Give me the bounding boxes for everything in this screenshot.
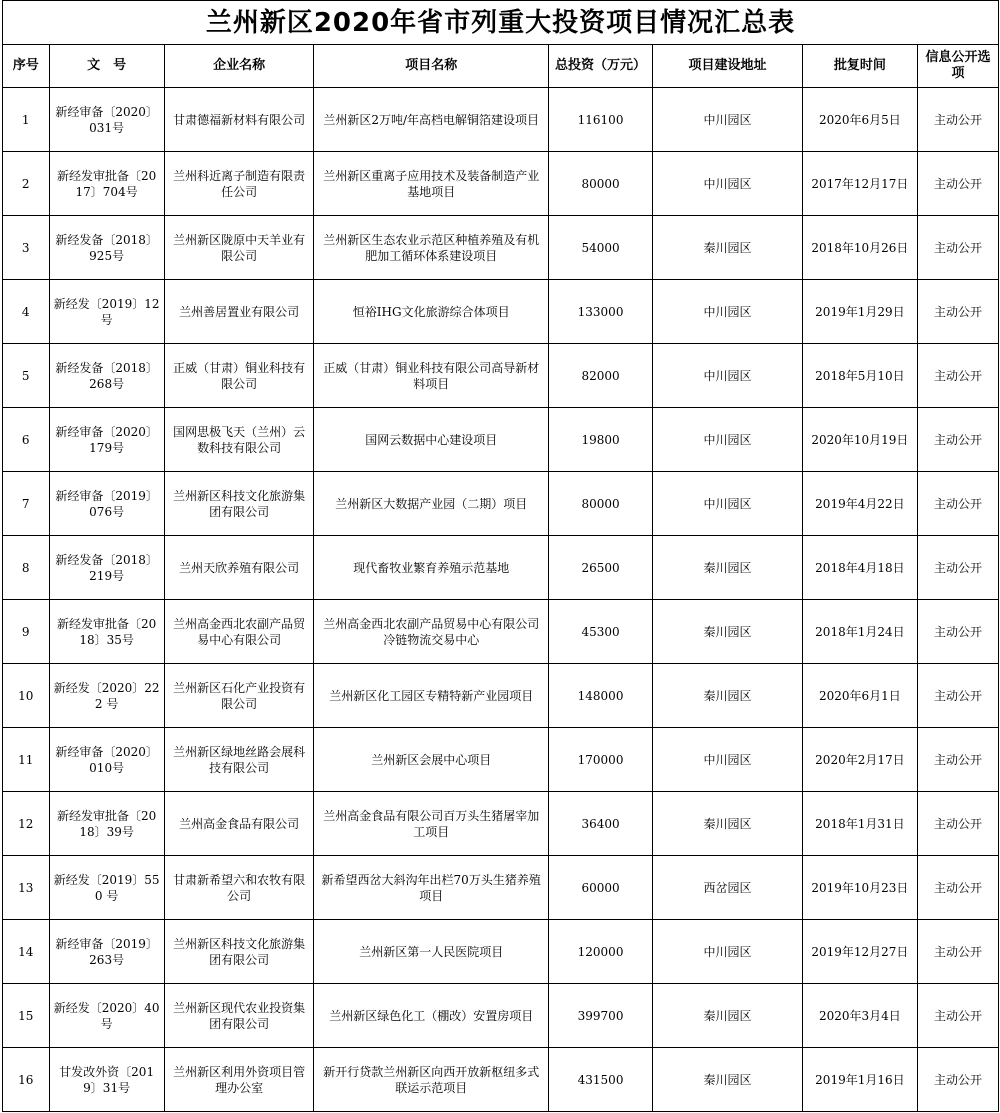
cell-disclosure: 主动公开 bbox=[918, 920, 999, 984]
cell-doc-no: 新经发〔2019〕12号 bbox=[49, 280, 164, 344]
cell-location: 中川园区 bbox=[653, 408, 803, 472]
cell-company: 兰州新区陇原中天羊业有限公司 bbox=[164, 216, 314, 280]
cell-project: 正威（甘肃）铜业科技有限公司高导新材料项目 bbox=[314, 344, 549, 408]
cell-company: 兰州高金食品有限公司 bbox=[164, 792, 314, 856]
cell-company: 正威（甘肃）铜业科技有限公司 bbox=[164, 344, 314, 408]
table-row bbox=[3, 152, 999, 216]
cell-disclosure: 主动公开 bbox=[918, 280, 999, 344]
cell-doc-no: 新经审备〔2019〕263号 bbox=[49, 920, 164, 984]
cell-project: 现代畜牧业繁育养殖示范基地 bbox=[314, 536, 549, 600]
cell-approval-date: 2020年6月5日 bbox=[802, 88, 917, 152]
cell-disclosure: 主动公开 bbox=[918, 536, 999, 600]
cell-doc-no: 新经发〔2020〕40号 bbox=[49, 984, 164, 1048]
cell-seq: 15 bbox=[3, 984, 50, 1048]
table-row bbox=[3, 856, 999, 920]
cell-approval-date: 2018年4月18日 bbox=[802, 536, 917, 600]
cell-project: 兰州新区大数据产业园（二期）项目 bbox=[314, 472, 549, 536]
cell-location: 中川园区 bbox=[653, 88, 803, 152]
cell-seq: 11 bbox=[3, 728, 50, 792]
cell-disclosure: 主动公开 bbox=[918, 216, 999, 280]
cell-disclosure: 主动公开 bbox=[918, 792, 999, 856]
cell-location: 秦川园区 bbox=[653, 216, 803, 280]
cell-disclosure: 主动公开 bbox=[918, 344, 999, 408]
header-row bbox=[3, 45, 999, 88]
cell-company: 兰州高金西北农副产品贸易中心有限公司 bbox=[164, 600, 314, 664]
cell-location: 秦川园区 bbox=[653, 536, 803, 600]
cell-investment: 80000 bbox=[548, 472, 652, 536]
cell-approval-date: 2019年1月16日 bbox=[802, 1048, 917, 1112]
cell-project: 新希望西岔大斜沟年出栏70万头生猪养殖项目 bbox=[314, 856, 549, 920]
cell-seq: 3 bbox=[3, 216, 50, 280]
header-seq: 序号 bbox=[3, 45, 50, 88]
table-row bbox=[3, 408, 999, 472]
cell-seq: 1 bbox=[3, 88, 50, 152]
cell-disclosure: 主动公开 bbox=[918, 600, 999, 664]
cell-seq: 10 bbox=[3, 664, 50, 728]
header-doc-no: 文 号 bbox=[49, 45, 164, 88]
header-disclosure: 信息公开选项 bbox=[918, 45, 999, 88]
cell-project: 新开行贷款兰州新区向西开放新枢纽多式联运示范项目 bbox=[314, 1048, 549, 1112]
table-row bbox=[3, 344, 999, 408]
table-row bbox=[3, 88, 999, 152]
cell-disclosure: 主动公开 bbox=[918, 856, 999, 920]
cell-approval-date: 2019年10月23日 bbox=[802, 856, 917, 920]
cell-location: 中川园区 bbox=[653, 728, 803, 792]
cell-location: 中川园区 bbox=[653, 344, 803, 408]
cell-seq: 7 bbox=[3, 472, 50, 536]
cell-company: 兰州新区现代农业投资集团有限公司 bbox=[164, 984, 314, 1048]
header-project: 项目名称 bbox=[314, 45, 549, 88]
header-location: 项目建设地址 bbox=[653, 45, 803, 88]
cell-disclosure: 主动公开 bbox=[918, 728, 999, 792]
cell-approval-date: 2018年1月31日 bbox=[802, 792, 917, 856]
table-row bbox=[3, 664, 999, 728]
cell-disclosure: 主动公开 bbox=[918, 984, 999, 1048]
cell-seq: 13 bbox=[3, 856, 50, 920]
cell-company: 兰州新区利用外资项目管理办公室 bbox=[164, 1048, 314, 1112]
cell-approval-date: 2020年6月1日 bbox=[802, 664, 917, 728]
cell-company: 兰州善居置业有限公司 bbox=[164, 280, 314, 344]
cell-project: 兰州新区第一人民医院项目 bbox=[314, 920, 549, 984]
cell-seq: 6 bbox=[3, 408, 50, 472]
table-body bbox=[3, 88, 999, 1112]
table-row bbox=[3, 280, 999, 344]
cell-seq: 8 bbox=[3, 536, 50, 600]
cell-approval-date: 2017年12月17日 bbox=[802, 152, 917, 216]
cell-project: 国网云数据中心建设项目 bbox=[314, 408, 549, 472]
cell-seq: 5 bbox=[3, 344, 50, 408]
cell-company: 兰州新区科技文化旅游集团有限公司 bbox=[164, 472, 314, 536]
cell-location: 中川园区 bbox=[653, 280, 803, 344]
table-row bbox=[3, 216, 999, 280]
cell-doc-no: 新经发备〔2018〕268号 bbox=[49, 344, 164, 408]
cell-company: 兰州新区石化产业投资有限公司 bbox=[164, 664, 314, 728]
cell-disclosure: 主动公开 bbox=[918, 472, 999, 536]
cell-investment: 399700 bbox=[548, 984, 652, 1048]
cell-seq: 14 bbox=[3, 920, 50, 984]
cell-investment: 431500 bbox=[548, 1048, 652, 1112]
cell-project: 兰州新区生态农业示范区种植养殖及有机肥加工循环体系建设项目 bbox=[314, 216, 549, 280]
cell-project: 恒裕IHG文化旅游综合体项目 bbox=[314, 280, 549, 344]
cell-approval-date: 2019年4月22日 bbox=[802, 472, 917, 536]
table-row bbox=[3, 792, 999, 856]
cell-approval-date: 2018年10月26日 bbox=[802, 216, 917, 280]
header-investment: 总投资（万元） bbox=[548, 45, 652, 88]
cell-location: 西岔园区 bbox=[653, 856, 803, 920]
table-row bbox=[3, 472, 999, 536]
cell-investment: 19800 bbox=[548, 408, 652, 472]
cell-investment: 26500 bbox=[548, 536, 652, 600]
cell-doc-no: 新经发备〔2018〕219号 bbox=[49, 536, 164, 600]
cell-doc-no: 新经审备〔2020〕010号 bbox=[49, 728, 164, 792]
cell-approval-date: 2019年1月29日 bbox=[802, 280, 917, 344]
cell-investment: 116100 bbox=[548, 88, 652, 152]
cell-doc-no: 新经审备〔2019〕076号 bbox=[49, 472, 164, 536]
cell-location: 中川园区 bbox=[653, 920, 803, 984]
cell-project: 兰州高金食品有限公司百万头生猪屠宰加工项目 bbox=[314, 792, 549, 856]
cell-location: 中川园区 bbox=[653, 152, 803, 216]
cell-investment: 120000 bbox=[548, 920, 652, 984]
cell-approval-date: 2018年5月10日 bbox=[802, 344, 917, 408]
cell-investment: 133000 bbox=[548, 280, 652, 344]
projects-table bbox=[2, 44, 999, 1112]
cell-project: 兰州新区重离子应用技术及装备制造产业基地项目 bbox=[314, 152, 549, 216]
cell-investment: 80000 bbox=[548, 152, 652, 216]
cell-location: 秦川园区 bbox=[653, 1048, 803, 1112]
cell-location: 秦川园区 bbox=[653, 984, 803, 1048]
cell-investment: 170000 bbox=[548, 728, 652, 792]
cell-location: 秦川园区 bbox=[653, 792, 803, 856]
cell-investment: 36400 bbox=[548, 792, 652, 856]
cell-investment: 45300 bbox=[548, 600, 652, 664]
cell-location: 秦川园区 bbox=[653, 600, 803, 664]
cell-seq: 9 bbox=[3, 600, 50, 664]
cell-location: 秦川园区 bbox=[653, 664, 803, 728]
cell-doc-no: 新经审备〔2020〕179号 bbox=[49, 408, 164, 472]
cell-company: 甘肃新希望六和农牧有限公司 bbox=[164, 856, 314, 920]
cell-seq: 16 bbox=[3, 1048, 50, 1112]
cell-location: 中川园区 bbox=[653, 472, 803, 536]
cell-doc-no: 新经发备〔2018〕925号 bbox=[49, 216, 164, 280]
cell-project: 兰州新区2万吨/年高档电解铜箔建设项目 bbox=[314, 88, 549, 152]
cell-company: 兰州新区科技文化旅游集团有限公司 bbox=[164, 920, 314, 984]
cell-project: 兰州新区化工园区专精特新产业园项目 bbox=[314, 664, 549, 728]
page-title: 兰州新区2020年省市列重大投资项目情况汇总表 bbox=[2, 0, 999, 44]
cell-company: 兰州新区绿地丝路会展科技有限公司 bbox=[164, 728, 314, 792]
cell-company: 兰州天欣养殖有限公司 bbox=[164, 536, 314, 600]
cell-project: 兰州新区绿色化工（棚改）安置房项目 bbox=[314, 984, 549, 1048]
cell-approval-date: 2020年2月17日 bbox=[802, 728, 917, 792]
cell-company: 兰州科近离子制造有限责任公司 bbox=[164, 152, 314, 216]
cell-investment: 148000 bbox=[548, 664, 652, 728]
cell-approval-date: 2018年1月24日 bbox=[802, 600, 917, 664]
cell-approval-date: 2019年12月27日 bbox=[802, 920, 917, 984]
cell-company: 甘肃德福新材料有限公司 bbox=[164, 88, 314, 152]
cell-investment: 54000 bbox=[548, 216, 652, 280]
cell-doc-no: 新经发审批备〔2017〕704号 bbox=[49, 152, 164, 216]
table-row bbox=[3, 536, 999, 600]
header-approval-date: 批复时间 bbox=[802, 45, 917, 88]
cell-approval-date: 2020年3月4日 bbox=[802, 984, 917, 1048]
cell-seq: 2 bbox=[3, 152, 50, 216]
cell-doc-no: 新经发审批备〔2018〕39号 bbox=[49, 792, 164, 856]
cell-doc-no: 新经审备〔2020〕031号 bbox=[49, 88, 164, 152]
cell-doc-no: 新经发〔2020〕222 号 bbox=[49, 664, 164, 728]
cell-disclosure: 主动公开 bbox=[918, 152, 999, 216]
cell-disclosure: 主动公开 bbox=[918, 408, 999, 472]
cell-doc-no: 新经发审批备〔2018〕35号 bbox=[49, 600, 164, 664]
header-company: 企业名称 bbox=[164, 45, 314, 88]
cell-disclosure: 主动公开 bbox=[918, 1048, 999, 1112]
table-header bbox=[3, 45, 999, 88]
cell-project: 兰州新区会展中心项目 bbox=[314, 728, 549, 792]
cell-investment: 82000 bbox=[548, 344, 652, 408]
cell-seq: 4 bbox=[3, 280, 50, 344]
cell-doc-no: 甘发改外资〔2019〕31号 bbox=[49, 1048, 164, 1112]
cell-project: 兰州高金西北农副产品贸易中心有限公司冷链物流交易中心 bbox=[314, 600, 549, 664]
cell-disclosure: 主动公开 bbox=[918, 88, 999, 152]
cell-company: 国网思极飞天（兰州）云数科技有限公司 bbox=[164, 408, 314, 472]
cell-investment: 60000 bbox=[548, 856, 652, 920]
cell-disclosure: 主动公开 bbox=[918, 664, 999, 728]
cell-seq: 12 bbox=[3, 792, 50, 856]
table-row bbox=[3, 600, 999, 664]
cell-approval-date: 2020年10月19日 bbox=[802, 408, 917, 472]
table-row bbox=[3, 984, 999, 1048]
table-row bbox=[3, 1048, 999, 1112]
table-row bbox=[3, 920, 999, 984]
table-row bbox=[3, 728, 999, 792]
cell-doc-no: 新经发〔2019〕550 号 bbox=[49, 856, 164, 920]
